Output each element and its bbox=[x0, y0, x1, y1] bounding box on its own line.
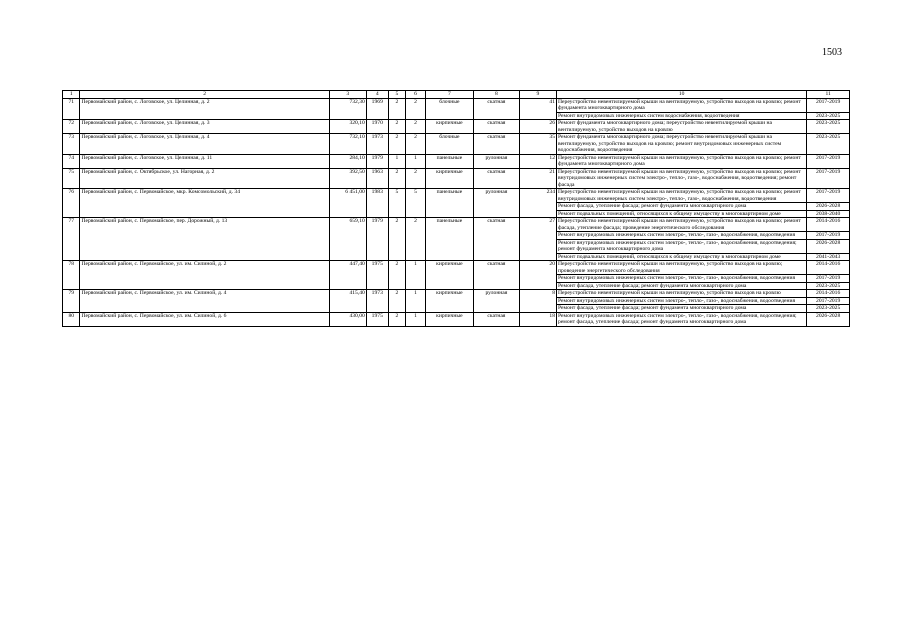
year-cell: 1973 bbox=[366, 134, 388, 155]
apartments-cell: 21 bbox=[519, 168, 556, 189]
work-period-cell: 2014-2016 bbox=[807, 290, 850, 298]
year-cell: 1975 bbox=[366, 261, 388, 290]
work-period-cell: 2017-2019 bbox=[807, 168, 850, 189]
area-cell: 447,40 bbox=[329, 261, 366, 290]
row-number: 71 bbox=[63, 98, 80, 120]
year-cell: 1975 bbox=[366, 312, 388, 326]
area-cell: 320,10 bbox=[329, 120, 366, 134]
work-period-cell: 2026-2028 bbox=[807, 312, 850, 326]
address-cell: Первомайский район, с. Логовское, ул. Целинная, д. 3 bbox=[80, 120, 329, 134]
work-description-cell: Переустройство невентилируемой крыши на вентилируемую, устройство выходов на кровлю; ремонт фундамента многоквартирного дома bbox=[557, 98, 807, 112]
work-description-cell: Ремонт подвальных помещений, относящихся к общему имуществу в многоквартирном доме bbox=[557, 210, 807, 218]
apartments-cell: 35 bbox=[519, 134, 556, 155]
address-cell: Первомайский район, с. Логовское, ул. Целинная, д. 2 bbox=[80, 98, 329, 120]
entrances-cell: 5 bbox=[406, 189, 426, 218]
column-number: 11 bbox=[807, 91, 850, 99]
table-row bbox=[63, 189, 850, 203]
table-row bbox=[63, 312, 850, 326]
year-cell: 1963 bbox=[366, 168, 388, 189]
apartments-cell: 12 bbox=[519, 154, 556, 168]
entrances-cell: 1 bbox=[406, 290, 426, 313]
entrances-cell: 1 bbox=[406, 154, 426, 168]
work-description-cell: Ремонт внутридомовых инженерных систем электро-, тепло-, газо-, водоснабжения, водоотведения; ремонт фундамента многоквартирного дома bbox=[557, 239, 807, 253]
address-cell: Первомайский район, с. Логовское, ул. Целинная, д. 11 bbox=[80, 154, 329, 168]
address-cell: Первомайский район, с. Логовское, ул. Целинная, д. 4 bbox=[80, 134, 329, 155]
roof-type-cell: скатная bbox=[473, 98, 519, 120]
roof-type-cell: скатная bbox=[473, 218, 519, 261]
wall-material-cell: панельные bbox=[425, 189, 473, 218]
work-period-cell: 2014-2016 bbox=[807, 218, 850, 232]
wall-material-cell: кирпичные bbox=[425, 120, 473, 134]
address-cell: Первомайский район, с. Первомайское, ул. им. Силиной, д. 4 bbox=[80, 290, 329, 313]
apartments-cell: 26 bbox=[519, 120, 556, 134]
address-cell: Первомайский район, с. Первомайское, ул. им. Силиной, д. 6 bbox=[80, 312, 329, 326]
column-number: 6 bbox=[406, 91, 426, 99]
column-number: 2 bbox=[80, 91, 329, 99]
entrances-cell: 2 bbox=[406, 98, 426, 120]
work-period-cell: 2017-2019 bbox=[807, 189, 850, 203]
column-number: 9 bbox=[519, 91, 556, 99]
table-row bbox=[63, 98, 850, 112]
entrances-cell: 2 bbox=[406, 168, 426, 189]
work-period-cell: 2017-2019 bbox=[807, 297, 850, 305]
work-description-cell: Ремонт внутридомовых инженерных систем электро-, тепло-, газо-, водоснабжения, водоотведения; ремонт фасада, утепление фасада; ремонт фундамента многоквартирного дома bbox=[557, 312, 807, 326]
work-description-cell: Переустройство невентилируемой крыши на вентилируемую, устройство выходов на кровлю bbox=[557, 290, 807, 298]
entrances-cell: 2 bbox=[406, 120, 426, 134]
work-description-cell: Ремонт внутридомовых инженерных систем электро-, тепло-, газо-, водоснабжения, водоотведения bbox=[557, 297, 807, 305]
wall-material-cell: блочные bbox=[425, 98, 473, 120]
year-cell: 1973 bbox=[366, 290, 388, 313]
work-period-cell: 2023-2025 bbox=[807, 120, 850, 134]
area-cell: 659,10 bbox=[329, 218, 366, 261]
work-description-cell: Ремонт подвальных помещений, относящихся к общему имуществу в многоквартирном доме bbox=[557, 253, 807, 261]
row-number: 76 bbox=[63, 189, 80, 218]
work-description-cell: Ремонт фасада, утепление фасада; ремонт фундамента многоквартирного дома bbox=[557, 203, 807, 211]
year-cell: 1979 bbox=[366, 218, 388, 261]
row-number: 78 bbox=[63, 261, 80, 290]
work-description-cell: Ремонт фундамента многоквартирного дома; переустройство невентилируемой крыши на вентилируемую, устройство выходов на кровлю; ремонт внутридомовых инженерных систем водоснабжения, водоотведения bbox=[557, 134, 807, 155]
work-period-cell: 2023-2025 bbox=[807, 112, 850, 120]
wall-material-cell: кирпичные bbox=[425, 168, 473, 189]
row-number: 72 bbox=[63, 120, 80, 134]
year-cell: 1970 bbox=[366, 120, 388, 134]
floors-cell: 1 bbox=[388, 154, 405, 168]
apartments-cell: 27 bbox=[519, 218, 556, 261]
roof-type-cell: скатная bbox=[473, 134, 519, 155]
work-period-cell: 2023-2025 bbox=[807, 134, 850, 155]
apartments-cell: 41 bbox=[519, 98, 556, 120]
floors-cell: 2 bbox=[388, 290, 405, 313]
housing-repair-table bbox=[62, 90, 850, 327]
floors-cell: 2 bbox=[388, 168, 405, 189]
column-number: 3 bbox=[329, 91, 366, 99]
table-row bbox=[63, 168, 850, 189]
row-number: 74 bbox=[63, 154, 80, 168]
floors-cell: 2 bbox=[388, 134, 405, 155]
roof-type-cell: скатная bbox=[473, 120, 519, 134]
work-period-cell: 2017-2019 bbox=[807, 232, 850, 240]
work-period-cell: 2017-2019 bbox=[807, 98, 850, 112]
work-description-cell: Переустройство невентилируемой крыши на вентилируемую, устройство выходов на кровлю; ремонт внутридомовых инженерных систем электро-, тепло-, газо-, водоснабжения, водоотведения bbox=[557, 189, 807, 203]
work-period-cell: 2017-2019 bbox=[807, 275, 850, 283]
roof-type-cell: скатная bbox=[473, 261, 519, 290]
work-description-cell: Ремонт внутридомовых инженерных систем водоснабжения, водоотведения bbox=[557, 112, 807, 120]
table-row bbox=[63, 290, 850, 298]
table-row bbox=[63, 120, 850, 134]
work-period-cell: 2026-2028 bbox=[807, 239, 850, 253]
work-period-cell: 2038-2040 bbox=[807, 210, 850, 218]
area-cell: 732,30 bbox=[329, 98, 366, 120]
row-number: 73 bbox=[63, 134, 80, 155]
floors-cell: 2 bbox=[388, 98, 405, 120]
address-cell: Первомайский район, с. Первомайское, пер. Дорожный, д. 13 bbox=[80, 218, 329, 261]
area-cell: 430,00 bbox=[329, 312, 366, 326]
work-period-cell: 2026-2028 bbox=[807, 203, 850, 211]
work-period-cell: 2041-2043 bbox=[807, 253, 850, 261]
entrances-cell: 1 bbox=[406, 312, 426, 326]
floors-cell: 2 bbox=[388, 120, 405, 134]
row-number: 79 bbox=[63, 290, 80, 313]
entrances-cell: 2 bbox=[406, 134, 426, 155]
work-description-cell: Переустройство невентилируемой крыши на вентилируемую, устройство выходов на кровлю; ремонт фундамента многоквартирного дома bbox=[557, 154, 807, 168]
table-body bbox=[63, 98, 850, 326]
column-number-row bbox=[63, 91, 850, 99]
wall-material-cell: кирпичные bbox=[425, 312, 473, 326]
work-description-cell: Переустройство невентилируемой крыши на вентилируемую, устройство выходов на кровлю; ремонт внутридомовых инженерных систем электро-, тепло-, газо-, водоснабжения, водоотведения; ремонт фасада bbox=[557, 168, 807, 189]
wall-material-cell: кирпичные bbox=[425, 290, 473, 313]
apartments-cell: 234 bbox=[519, 189, 556, 218]
area-cell: 732,10 bbox=[329, 134, 366, 155]
column-number: 1 bbox=[63, 91, 80, 99]
address-cell: Первомайский район, с. Октябрьское, ул. Нагорная, д. 2 bbox=[80, 168, 329, 189]
roof-type-cell: рулонная bbox=[473, 154, 519, 168]
column-number: 10 bbox=[557, 91, 807, 99]
area-cell: 415,40 bbox=[329, 290, 366, 313]
apartments-cell: 18 bbox=[519, 312, 556, 326]
work-period-cell: 2023-2025 bbox=[807, 282, 850, 290]
table-row bbox=[63, 261, 850, 275]
work-description-cell: Переустройство невентилируемой крыши на вентилируемую, устройство выходов на кровлю; проведение энергетического обследования bbox=[557, 261, 807, 275]
work-description-cell: Ремонт внутридомовых инженерных систем электро-, тепло-, газо-, водоснабжения, водоотведения bbox=[557, 275, 807, 283]
apartments-cell: 8 bbox=[519, 290, 556, 313]
work-period-cell: 2023-2025 bbox=[807, 305, 850, 313]
roof-type-cell: рулонная bbox=[473, 290, 519, 313]
work-description-cell: Ремонт фундамента многоквартирного дома; переустройство невентилируемой крыши на вентилируемую, устройство выходов на кровлю bbox=[557, 120, 807, 134]
area-cell: 392,50 bbox=[329, 168, 366, 189]
roof-type-cell: скатная bbox=[473, 312, 519, 326]
wall-material-cell: панельные bbox=[425, 154, 473, 168]
row-number: 80 bbox=[63, 312, 80, 326]
work-period-cell: 2017-2019 bbox=[807, 154, 850, 168]
floors-cell: 5 bbox=[388, 189, 405, 218]
work-description-cell: Ремонт внутридомовых инженерных систем электро-, тепло-, газо-, водоснабжения, водоотведения bbox=[557, 232, 807, 240]
row-number: 75 bbox=[63, 168, 80, 189]
area-cell: 284,10 bbox=[329, 154, 366, 168]
work-description-cell: Переустройство невентилируемой крыши на вентилируемую, устройство выходов на кровлю; ремонт фасада, утепление фасада; проведение энергетического обследования bbox=[557, 218, 807, 232]
table-row bbox=[63, 218, 850, 232]
column-number: 4 bbox=[366, 91, 388, 99]
year-cell: 1983 bbox=[366, 189, 388, 218]
column-number: 8 bbox=[473, 91, 519, 99]
work-description-cell: Ремонт фасада, утепление фасада; ремонт фундамента многоквартирного дома bbox=[557, 282, 807, 290]
area-cell: 6 451,00 bbox=[329, 189, 366, 218]
work-period-cell: 2014-2016 bbox=[807, 261, 850, 275]
wall-material-cell: блочные bbox=[425, 134, 473, 155]
work-description-cell: Ремонт фасада, утепление фасада; ремонт фундамента многоквартирного дома bbox=[557, 305, 807, 313]
apartments-cell: 20 bbox=[519, 261, 556, 290]
entrances-cell: 1 bbox=[406, 261, 426, 290]
entrances-cell: 2 bbox=[406, 218, 426, 261]
page-number: 1503 bbox=[822, 47, 842, 58]
floors-cell: 2 bbox=[388, 218, 405, 261]
floors-cell: 2 bbox=[388, 312, 405, 326]
column-number: 7 bbox=[425, 91, 473, 99]
wall-material-cell: кирпичные bbox=[425, 261, 473, 290]
column-number: 5 bbox=[388, 91, 405, 99]
floors-cell: 2 bbox=[388, 261, 405, 290]
row-number: 77 bbox=[63, 218, 80, 261]
roof-type-cell: рулонная bbox=[473, 189, 519, 218]
year-cell: 1969 bbox=[366, 98, 388, 120]
address-cell: Первомайский район, с. Первомайское, мкр. Комсомольский, д. 34 bbox=[80, 189, 329, 218]
roof-type-cell: скатная bbox=[473, 168, 519, 189]
table-row bbox=[63, 154, 850, 168]
wall-material-cell: панельные bbox=[425, 218, 473, 261]
year-cell: 1979 bbox=[366, 154, 388, 168]
address-cell: Первомайский район, с. Первомайское, ул. им. Силиной, д. 2 bbox=[80, 261, 329, 290]
table-row bbox=[63, 134, 850, 155]
